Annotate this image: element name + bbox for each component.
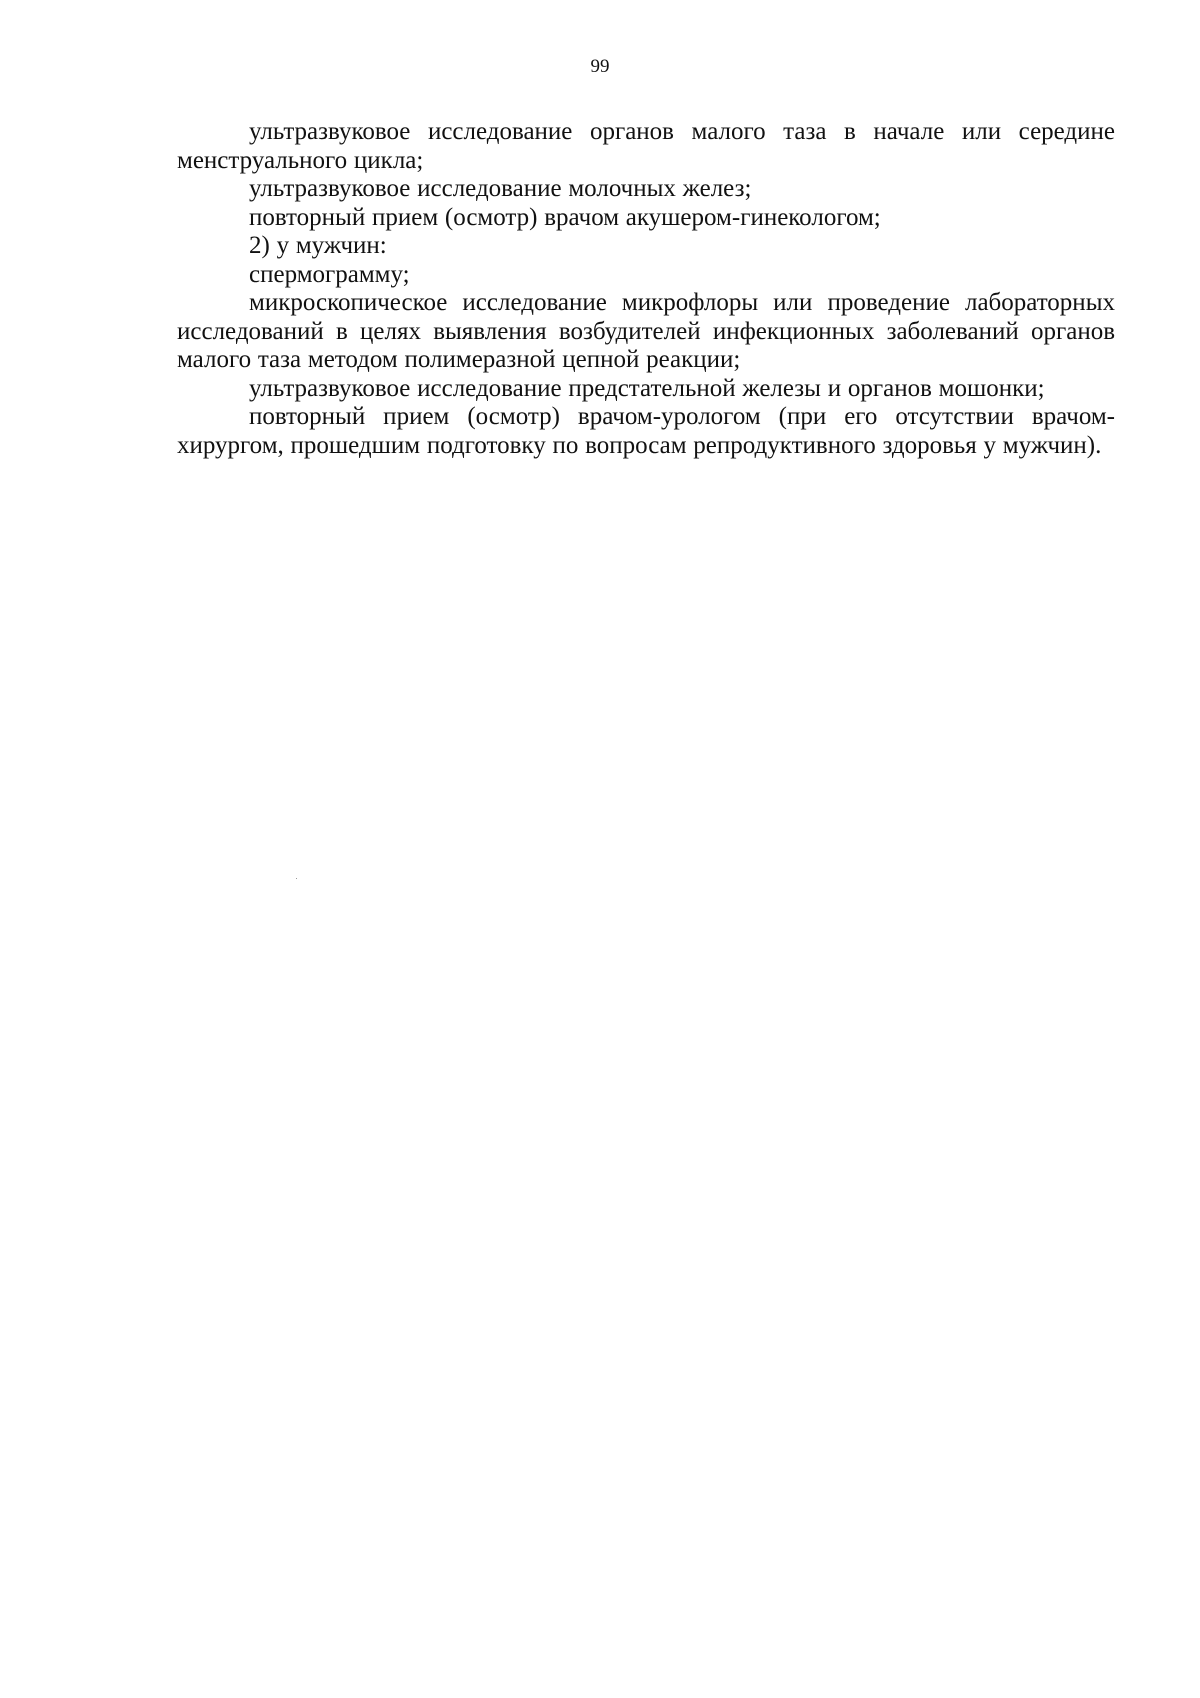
page-number: 99 (590, 56, 610, 77)
paragraph-ultrasound-breast: ультразвуковое исследование молочных желез; (249, 175, 752, 202)
paragraph-gynecologist-visit: повторный прием (осмотр) врачом акушером-гинекологом; (249, 203, 881, 231)
paragraph-microflora-pcr: микроскопическое исследование микрофлоры или проведение лабораторных исследований в целях выявления возбудителей инфекционных заболеваний органов малого таза методом полимеразной цепной реакции; (177, 289, 1115, 373)
paragraph-urologist-visit: повторный прием (осмотр) врачом-урологом (при его отсутствии врачом-хирургом, прошедшим подготовку по вопросам репродуктивного здоровья у мужчин). (177, 403, 1115, 459)
document-body (177, 118, 1115, 460)
paragraph-ultrasound-pelvic: ультразвуковое исследование органов малого таза в начале или середине менструального цикла; (177, 118, 1115, 174)
paragraph-spermogram: спермограмму; (249, 260, 410, 288)
paragraph-men-heading: 2) у мужчин: (249, 232, 387, 259)
paragraph-ultrasound-prostate: ультразвуковое исследование предстательной железы и органов мошонки; (249, 374, 1045, 402)
scan-speck (296, 878, 297, 879)
